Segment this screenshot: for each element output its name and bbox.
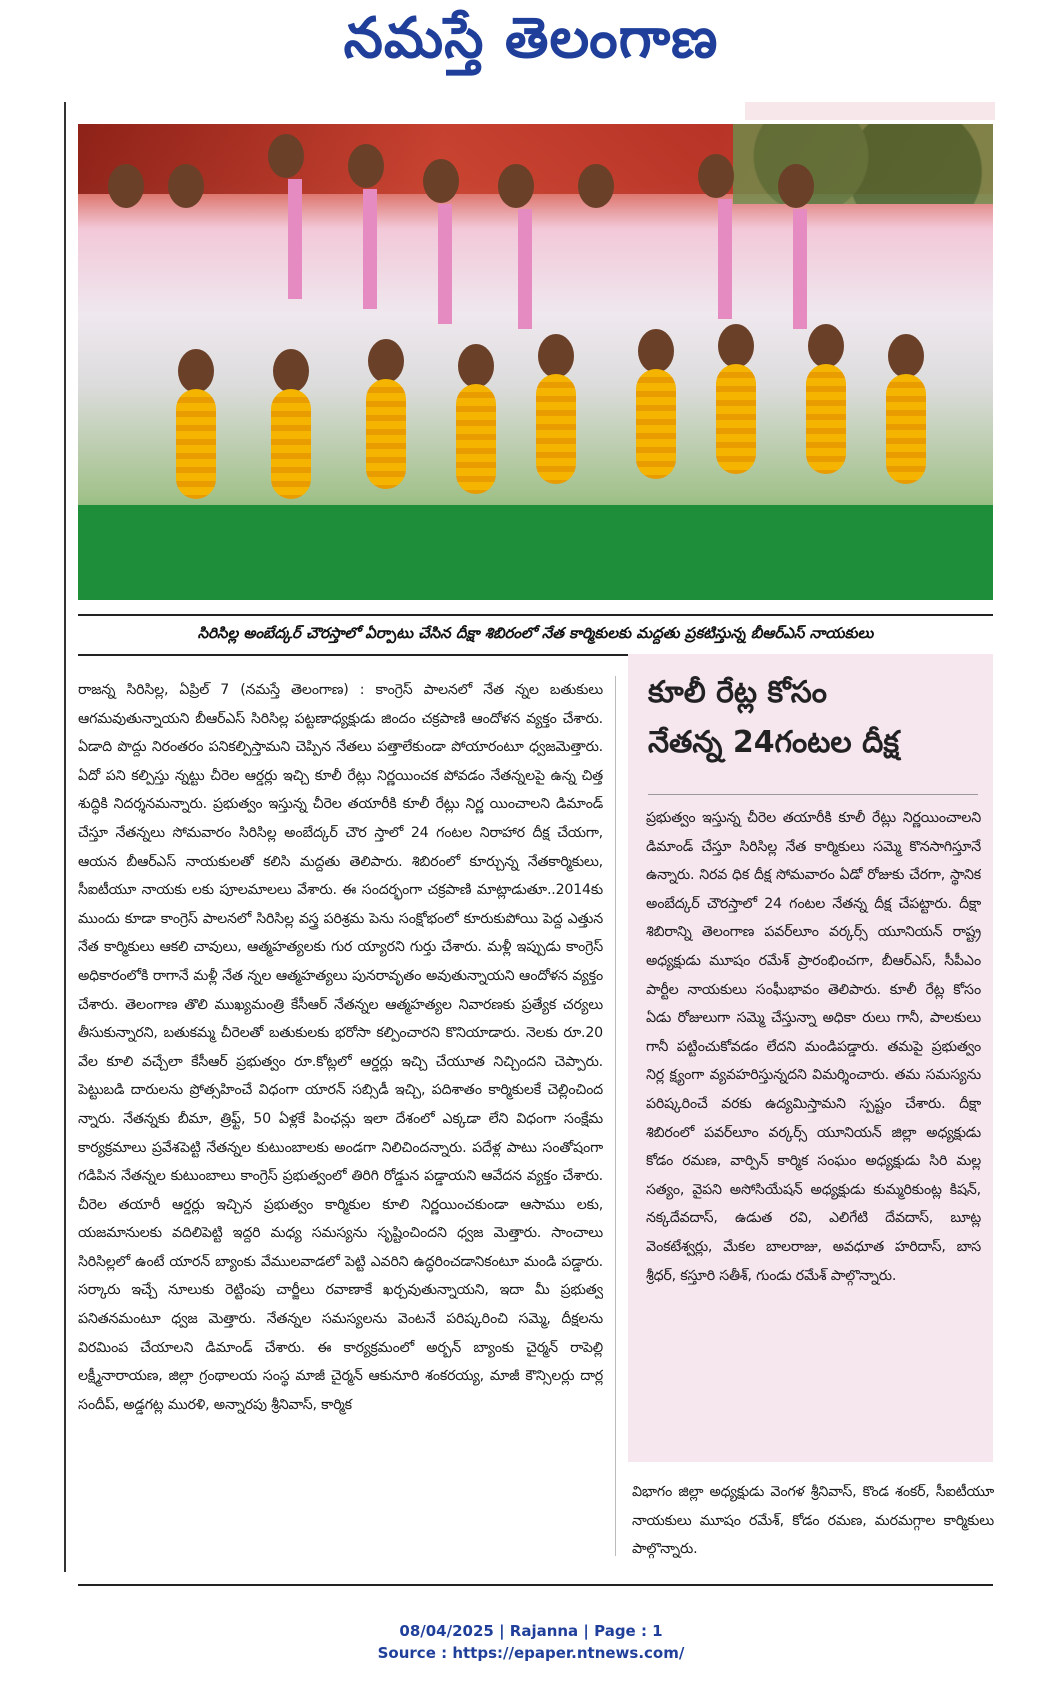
bottom-rule [78, 1584, 993, 1586]
person-head [888, 334, 924, 378]
garland [636, 369, 676, 479]
person-head [538, 334, 574, 378]
person-head [638, 329, 674, 373]
person-head [808, 324, 844, 368]
garland [366, 379, 406, 489]
page-footer [0, 1620, 1062, 1664]
photo-trees [733, 124, 993, 204]
garland [886, 374, 926, 484]
garland [536, 374, 576, 484]
decorative-strip [745, 102, 995, 120]
scarf [363, 189, 377, 309]
person-head [698, 154, 734, 198]
garland [271, 389, 311, 499]
person-head [108, 164, 144, 208]
person-head [273, 349, 309, 393]
sidebar-headline-line2: నేతన్న 24గంటల దీక్ష [648, 725, 899, 760]
person-head [168, 164, 204, 208]
column-divider [615, 676, 616, 1556]
scarf [718, 199, 732, 319]
person-head [778, 164, 814, 208]
person-head [578, 164, 614, 208]
sidebar-headline [648, 668, 978, 768]
news-photo [78, 124, 993, 600]
photo-ground [78, 505, 993, 600]
scarf [288, 179, 302, 299]
garland [176, 389, 216, 499]
sidebar-rule [648, 794, 978, 795]
garland [716, 364, 756, 474]
scarf [438, 204, 452, 324]
person-head [348, 144, 384, 188]
person-head [458, 344, 494, 388]
garland [456, 384, 496, 494]
person-head [718, 324, 754, 368]
masthead [0, 0, 1062, 90]
source-link[interactable]: Source : https://epaper.ntnews.com/ [377, 1644, 685, 1662]
sidebar-box [628, 654, 993, 1462]
newspaper-title: నమస్తే తెలంగాణ [343, 5, 719, 71]
person-head [178, 349, 214, 393]
column-rule [64, 102, 66, 1572]
person-head [498, 164, 534, 208]
garland [806, 364, 846, 474]
photo-caption: సిరిసిల్ల అంబేద్కర్ చౌరస్తాలో ఏర్పాటు చేసిన దీక్షా శిబిరంలో నేత కార్మికులకు మద్దతు ప్రకటిస్తున్న బీఆర్ఎస్ నాయకులు [78, 614, 993, 656]
person-head [268, 134, 304, 178]
person-head [368, 339, 404, 383]
scarf [793, 209, 807, 329]
sidebar-body: ప్రభుత్వం ఇస్తున్న చీరెల తయారీకి కూలీ రేట్లు నిర్ణయించాలని డిమాండ్ చేస్తూ సిరిసిల్ల నేత కార్మికులు సమ్మె కొనసాగిస్తూనే ఉన్నారు. నిరవ ధిక దీక్ష సోమవారం ఏడో రోజుకు చేరగా, స్థానిక అంబేద్కర్ చౌరస్తాలో 24 గంటల నేతన్న దీక్ష చేపట్టారు. దీక్షా శిబిరాన్ని తెలంగాణ పవర్‌లూం వర్కర్స్ యూనియన్ రాష్ట్ర అధ్యక్షుడు మూషం రమేశ్ ప్రారంభించగా, బీఆర్ఎస్, సీపీఎం పార్టీల నాయకులు సంఘీభావం తెలిపారు. కూలీ రేట్ల కోసం ఏడు రోజులుగా సమ్మె చేస్తున్నా అధికా రులు గానీ, పాలకులు గానీ పట్టించుకోవడం లేదని మండిపడ్డారు. తమపై ప్రభుత్వం నిర్ల క్ష్యంగా వ్యవహరిస్తున్నదని విమర్శించారు. తమ సమస్యను పరిష్కరించే వరకు ఉద్యమిస్తామని స్పష్టం చేశారు. దీక్షా శిబిరంలో పవర్‌లూం వర్కర్స్ యూనియన్ జిల్లా అధ్యక్షుడు కోడం రమణ, వార్పిన్ కార్మిక సంఘం అధ్యక్షుడు సిరి మల్ల సత్యం, వైపని అసోసియేషన్ అధ్యక్షుడు కుమ్మరికుంట్ల కిషన్, నక్కదేవదాస్, ఉడుత రవి, ఎలిగేటి దేవదాస్, బూట్ల వెంకటేశ్వర్లు, మేకల బాలరాజు, అవధూత హరిదాస్, బాస శ్రీధర్, కస్తూరి సతీశ్, గుండు రమేశ్ పాల్గొన్నారు. [646, 810, 981, 1284]
article-body: రాజన్న సిరిసిల్ల, ఏప్రిల్ 7 (నమస్తే తెలంగాణ) : కాంగ్రెస్ పాలనలో నేత న్నల బతుకులు ఆగమవుతున్నాయని బీఆర్ఎస్ సిరిసిల్ల పట్టణాధ్యక్షుడు జిందం చక్రపాణి ఆందోళన వ్యక్తం చేశారు. ఏడాది పొద్దు నిరంతరం పనికల్పిస్తామని చెప్పిన నేతలు పత్తాలేకుండా పోయారంటూ ధ్వజమెత్తారు. ఏదో పని కల్పిస్తు న్నట్టు చీరెల ఆర్డర్లు ఇచ్చి కూలీ రేట్లు నిర్ణయించక పోవడం నేతన్నలపై ఉన్న చిత్త శుద్ధికి నిదర్శనమన్నారు. ప్రభుత్వం ఇస్తున్న చీరెల తయారీకి కూలీ రేట్లు నిర్ణ యించాలని డిమాండ్ చేస్తూ నేతన్నలు సోమవారం సిరిసిల్ల అంబేద్కర్ చౌర స్తాలో 24 గంటల నిరాహార దీక్ష చేయగా, ఆయన బీఆర్ఎస్ నాయకులతో కలిసి మద్దతు తెలిపారు. శిబిరంలో కూర్చున్న నేతకార్మికులు, సీఐటీయూ నాయకు లకు పూలమాలలు వేశారు. ఈ సందర్భంగా చక్రపాణి మాట్లాడుతూ..2014కు ముందు కూడా కాంగ్రెస్ పాలనలో సిరిసిల్ల వస్త్ర పరిశ్రమ పెను సంక్షోభంలో కూరుకుపోయి పెద్ద ఎత్తున నేత కార్మికులు ఆకలి చావులు, ఆత్మహత్యలకు గుర య్యారని గుర్తు చేశారు. మళ్లీ ఇప్పుడు కాంగ్రెస్ అధికారంలోకి రాగానే మళ్లీ నేత న్నల ఆత్మహత్యలు పునరావృతం అవుతున్నాయని ఆందోళన వ్యక్తం చేశారు. తెలంగాణ తొలి ముఖ్యమంత్రి కేసీఆర్ నేతన్నల ఆత్మహత్యల నివారణకు ప్రత్యేక చర్యలు తీసుకున్నారని, బతుకమ్మ చీరెలతో బతుకులకు భరోసా కల్పించారని కొనియాడారు. నెలకు రూ.20 వేల కూలి వచ్చేలా కేసీఆర్ ప్రభుత్వం రూ.కోట్లలో ఆర్డర్లు ఇచ్చి చేయూత నిచ్చిందని చెప్పారు. పెట్టుబడి దారులను ప్రోత్సహించే విధంగా యారన్ సబ్సిడీ ఇచ్చి, పదిశాతం కార్మికులకే చెల్లించింద న్నారు. నేతన్నకు బీమా, త్రిఫ్ట్, 50 ఏళ్లకే పింఛన్లు ఇలా దేశంలో ఎక్కడా లేని విధంగా సంక్షేమ కార్యక్రమాలు ప్రవేశపెట్టి నేతన్నల కుటుంబాలకు అండగా నిలిచిందన్నారు. పదేళ్ల పాటు సంతోషంగా గడిపిన నేతన్నల కుటుంబాలు కాంగ్రెస్ ప్రభుత్వంలో తిరిగి రోడ్డున పడ్డాయని ఆవేదన వ్యక్తం చేశారు. చీరెల తయారీ ఆర్డర్లు ఇచ్చిన ప్రభుత్వం కార్మికుల కూలి నిర్ణయించకుండా ఆసాము లకు, యజమానులకు వదిలిపెట్టి ఇద్దరి మధ్య సమస్యను సృష్టించిందని ధ్వజ మెత్తారు. సాంచాలు సిరిసిల్లలో ఉంటే యారన్ బ్యాంకు వేములవాడలో పెట్టి ఎవరిని ఉద్ధరించడానికంటూ మండి పడ్డారు. సర్కారు ఇచ్చే నూలుకు రెట్టింపు చార్జీలు రవాణాకే ఖర్చవుతున్నాయని, ఇదా మీ ప్రభుత్వ పనితనమంటూ ధ్వజ మెత్తారు. నేతన్నల సమస్యలను వెంటనే పరిష్కరించి సమ్మె, దీక్షలను విరమింప చేయాలని డిమాండ్ చేశారు. ఈ కార్యక్రమంలో అర్బన్ బ్యాంకు చైర్మన్ రాపెల్లి లక్ష్మీనారాయణ, జిల్లా గ్రంథాలయ సంస్థ మాజీ చైర్మన్ ఆకునూరి శంకరయ్య, మాజీ కౌన్సిలర్లు దార్ల సందీప్, అడ్డగట్ల మురళి, అన్నారపు శ్రీనివాస్, కార్మిక [78, 682, 603, 1413]
scarf [518, 209, 532, 329]
sidebar-headline-line1: కూలీ రేట్ల కోసం [648, 675, 827, 710]
edition-info: 08/04/2025 | Rajanna | Page : 1 [399, 1622, 663, 1640]
article-tail: విభాగం జిల్లా అధ్యక్షుడు వెంగళ శ్రీనివాస్, కొండ శంకర్, సీఐటీయూ నాయకులు మూషం రమేశ్, కోడం రమణ, మరమగ్గాల కార్మికులు పాల్గొన్నారు. [632, 1484, 994, 1558]
person-head [423, 159, 459, 203]
